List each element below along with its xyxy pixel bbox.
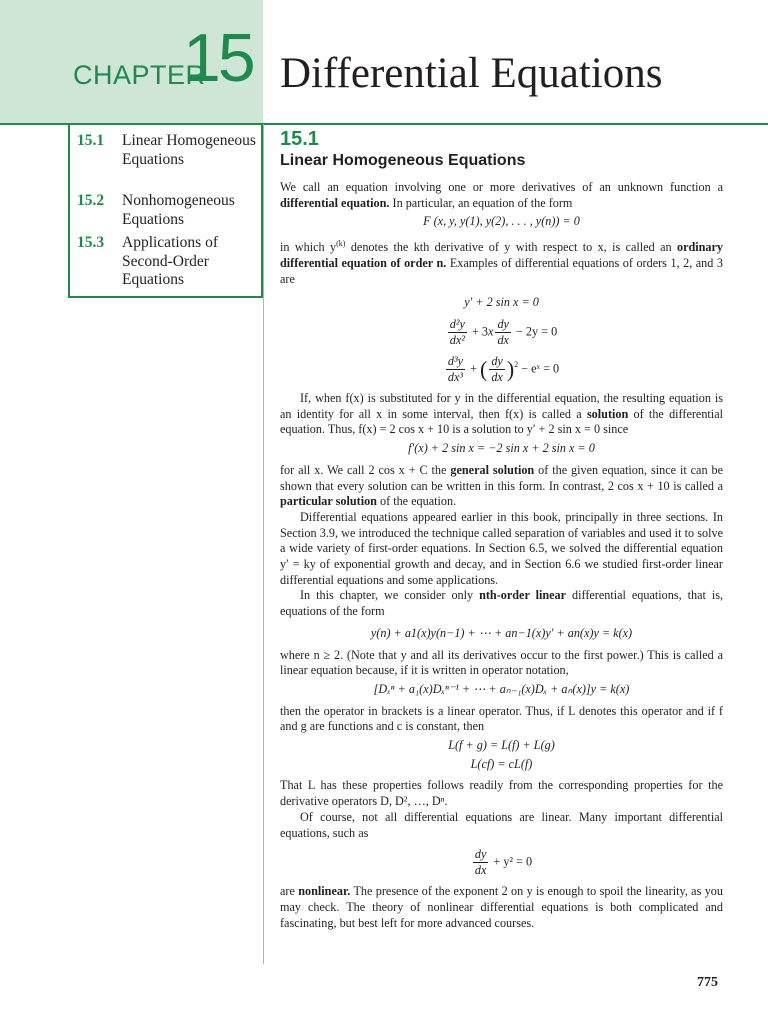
paragraph: in which $y^{(k)}$ denotes the kth derivative of y with respect to x, is called an ordinary differential equation of order n. Examples of differential equations of orders 1, 2, and 3 are	[280, 239, 724, 286]
toc-entry-title: Applications of Second-Order Equations	[122, 234, 218, 288]
section-title: Linear Homogeneous Equations	[280, 152, 526, 169]
equation-example-order-3: $\frac{\text{d³y}}{\text{dx³}}$ + ( $\frac{dy}{dx}$ )$^2$ − eˣ = 0	[447, 353, 560, 384]
section-number: 15.1	[280, 128, 319, 150]
chapter-number: 15	[183, 20, 253, 96]
equation-general-form: F (x, y, y(1), y(2), . . . , y(n)) = 0	[423, 214, 580, 229]
paragraph: are nonlinear. The presence of the exponent 2 on y is enough to spoil the linearity, as you may check. The theory of nonlinear differential equations is both complicated and fascinating, but best left for more advanced courses.	[280, 884, 723, 930]
paragraph: where n ≥ 2. (Note that y and all its derivatives occur to the first power.) This is called a linear equation because, if it is written in operator notation,	[280, 647, 723, 678]
page-number: 775	[697, 975, 718, 990]
column-divider	[263, 124, 264, 964]
equation-linearity-sum: L(f + g) = L(f) + L(g)	[448, 738, 555, 753]
equation-example-order-1: y′ + 2 sin x = 0	[464, 295, 539, 310]
equation-linearity-scalar: L(cf) = cL(f)	[470, 756, 533, 771]
paragraph: If, when f(x) is substituted for y in the differential equation, the resulting equation is an identity for all x in some interval, then f(x) is called a solution of the differential equation. Thus, f(x) = 2 cos x + 10 is a solution to y′ + 2 sin x = 0 since	[280, 390, 723, 437]
equation-example-order-2: $\frac{\text{d²y}}{\text{dx²}}$ + 3x $\frac{dy}{dx}$ − 2y = 0	[449, 316, 558, 347]
equation-operator-form: [Dₓⁿ + a₁(x)Dₓⁿ⁻¹ + ⋯ + aₙ₋₁(x)Dₓ + aₙ(x)]y = k(x)	[373, 681, 630, 696]
section-body	[280, 180, 723, 931]
toc-entry-number: 15.3	[77, 234, 105, 251]
paragraph: Of course, not all differential equations are linear. Many important differential equations, such as	[280, 809, 723, 840]
toc-entry-number: 15.1	[77, 132, 105, 149]
equation-nonlinear-example: $\frac{dy}{dx}$ + y² = 0	[474, 847, 533, 878]
equation-solution-check: f′(x) + 2 sin x = −2 sin x + 2 sin x = 0	[408, 441, 595, 456]
chapter-label: CHAPTER	[73, 60, 206, 90]
paragraph: Differential equations appeared earlier in this book, principally in three sections. In Section 3.9, we introduced the technique called separation of variables and used it to solve a wide variety of first-order equations. In Section 6.5, we solved the differential equation y′ = ky of exponential growth and decay, and in Section 6.6 we studied first-order linear differential equations and some applications.	[280, 509, 723, 587]
paragraph: That L has these properties follows readily from the corresponding properties for the derivative operators D, D², …, Dⁿ.	[280, 778, 723, 809]
toc-entry-title: Linear Homogeneous Equations	[122, 132, 256, 168]
paragraph: for all x. We call 2 cos x + C the general solution of the given equation, since it can be shown that every solution can be written in this form. In contrast, 2 cos x + 10 is called a particular solution of the equation.	[280, 462, 723, 509]
toc-entry-number: 15.2	[77, 192, 105, 209]
paragraph: We call an equation involving one or more derivatives of an unknown function a differential equation. In particular, an equation of the form	[280, 180, 723, 210]
paragraph: then the operator in brackets is a linear operator. Thus, if L denotes this operator and if f and g are functions and c is constant, then	[280, 703, 723, 734]
table-of-contents	[68, 124, 263, 298]
toc-entry-title: Nonhomogeneous Equations	[122, 192, 235, 228]
chapter-title: Differential Equations	[280, 50, 663, 97]
equation-nth-order-linear: y(n) + a1(x)y(n−1) + ⋯ + an−1(x)y′ + an(x)y = k(x)	[370, 625, 633, 640]
paragraph: In this chapter, we consider only nth-order linear differential equations, that is, equations of the form	[280, 588, 723, 619]
